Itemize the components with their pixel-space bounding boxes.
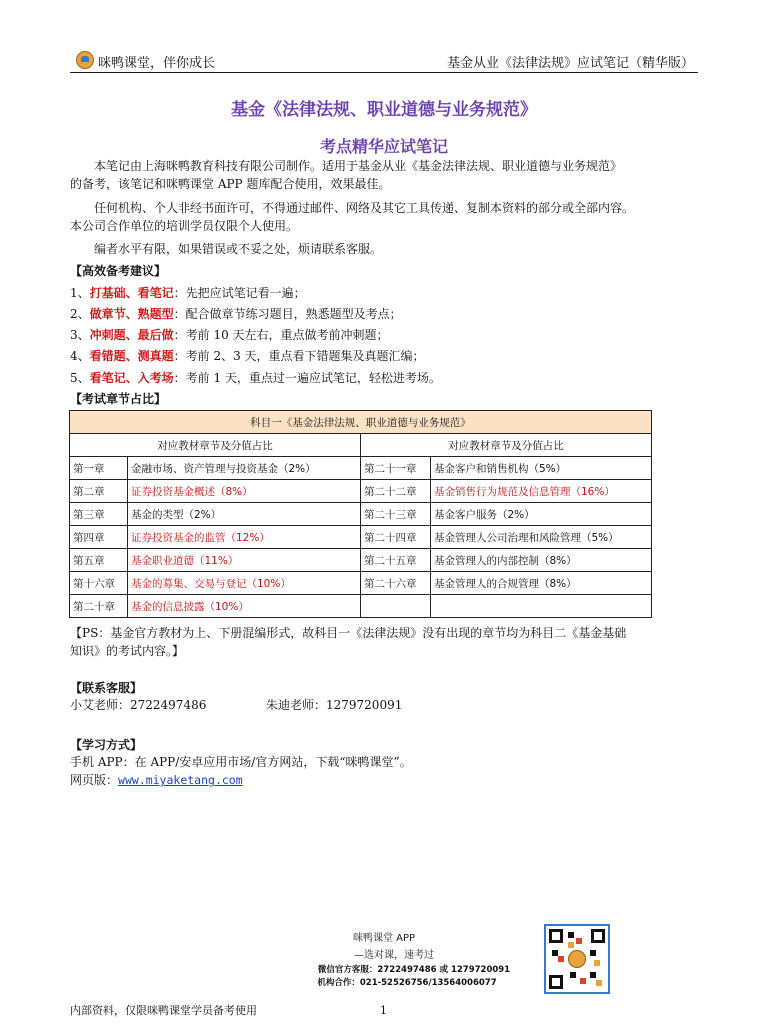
chapter-title: 基金客户服务（2%） [431,503,652,526]
ps-note: 知识》的考试内容。】 [70,644,185,658]
chapter-title: 基金管理人的内部控制（8%） [431,549,652,572]
chapter-title [431,595,652,618]
advice-num: 5、 [70,371,90,385]
table-row [70,480,652,503]
advice-text: ：考前 10 天左右，重点做考前冲刺题； [173,328,389,342]
advice-heading: 【高效备考建议】 [70,264,167,278]
advice-item [70,306,402,323]
advice-key: 做章节、熟题型 [89,307,174,321]
page-title: 基金《法律法规、职业道德与业务规范》 [231,100,537,120]
chapter-number: 第一章 [70,457,128,480]
ps-note: 【PS：基金官方教材为上、下册混编形式，故科目一《法律法规》没有出现的章节均为科目二《基金基础 [70,626,627,640]
table-row [70,549,652,572]
chapter-title: 基金客户和销售机构（5%） [431,457,652,480]
website-link[interactable]: www.miyaketang.com [118,773,243,787]
footer-internal-note: 内部资料，仅限咪鸭课堂学员备考使用 [70,1004,257,1017]
intro-line: 任何机构、个人非经书面许可，不得通过邮件、网络及其它工具传递、复制本资料的部分或全部内容。 [94,201,635,215]
chapter-title: 基金的类型（2%） [128,503,361,526]
duck-logo-icon [76,51,94,69]
page-number: 1 [380,1004,387,1017]
advice-key: 看笔记、入考场 [89,371,174,385]
footer-coop: 机构合作：021-52526756/13564006077 [317,978,497,988]
header-doc-title: 基金从业《法律法规》应试笔记（精华版） [446,56,694,71]
chapter-number: 第二十一章 [361,457,431,480]
contact-teacher-2: 朱迪老师：1279720091 [266,698,403,712]
qr-finder [549,975,563,989]
qr-code-icon [544,924,610,994]
advice-item [70,348,425,365]
chapter-title: 基金管理人公司治理和风险管理（5%） [431,526,652,549]
advice-num: 3、 [70,328,90,342]
qr-finder [591,929,605,943]
advice-key: 看错题、测真题 [89,349,174,363]
table-title: 科目一《基金法律法规、职业道德与业务规范》 [70,411,652,434]
chapter-number: 第二十三章 [361,503,431,526]
chapter-title: 基金销售行为规范及信息管理（16%） [431,480,652,503]
page-subtitle: 考点精华应试笔记 [319,137,448,156]
duck-logo-icon [568,950,586,968]
footer-tagline: —选对课，速考过 [354,950,434,961]
study-app: 手机 APP：在 APP/安卓应用市场/官方网站，下载“咪鸭课堂”。 [70,755,412,769]
chapter-title: 证券投资基金的监管（12%） [128,526,361,549]
intro-line: 编者水平有限，如果错误或不妥之处，烦请联系客服。 [94,242,383,256]
advice-key: 打基础、看笔记 [89,286,174,300]
chapter-number: 第四章 [70,526,128,549]
intro-line: 的备考，该笔记和咪鸭课堂 APP 题库配合使用，效果最佳。 [70,177,391,191]
table-col-header: 对应教材章节及分值占比 [70,434,361,457]
chapter-number: 第二十四章 [361,526,431,549]
chapter-number: 第五章 [70,549,128,572]
intro-line: 本笔记由上海咪鸭教育科技有限公司制作。适用于基金从业《基金法律法规、职业道德与业务规范》 [94,159,623,173]
study-web [70,772,243,789]
table-col-header: 对应教材章节及分值占比 [361,434,652,457]
advice-text: ：配合做章节练习题目，熟悉题型及考点； [173,307,402,321]
study-web-label: 网页版： [70,773,119,787]
chapter-number: 第二章 [70,480,128,503]
chapter-title: 金融市场、资产管理与投资基金（2%） [128,457,361,480]
chapter-title: 证券投资基金概述（8%） [128,480,361,503]
ratio-heading: 【考试章节占比】 [70,392,167,406]
chapter-title: 基金管理人的合规管理（8%） [431,572,652,595]
chapter-title: 基金职业道德（11%） [128,549,361,572]
chapter-title: 基金的信息披露（10%） [128,595,361,618]
footer-wechat: 微信官方客服：2722497486 或 1279720091 [317,965,511,975]
chapter-number: 第二十六章 [361,572,431,595]
advice-num: 2、 [70,307,90,321]
advice-key: 冲刺题、最后做 [89,328,174,342]
table-row [70,503,652,526]
chapter-number: 第三章 [70,503,128,526]
advice-text: ：先把应试笔记看一遍； [173,286,306,300]
advice-item [70,370,441,387]
table-row [70,595,652,618]
intro-line: 本公司合作单位的培训学员仅限个人使用。 [70,219,299,233]
page-header [70,48,698,73]
chapter-number: 第十六章 [70,572,128,595]
table-row [70,457,652,480]
table-row [70,526,652,549]
contact-teacher-1: 小艾老师：2722497486 [70,698,207,712]
qr-finder [549,929,563,943]
chapter-number: 第二十二章 [361,480,431,503]
advice-text: ：考前 1 天，重点过一遍应试笔记，轻松进考场。 [173,371,441,385]
advice-text: ：考前 2、3 天，重点看下错题集及真题汇编； [173,349,425,363]
footer-brand: 咪鸭课堂 APP [352,933,416,944]
header-slogan: 咪鸭课堂，伴你成长 [98,56,216,71]
advice-num: 1、 [70,286,90,300]
study-heading: 【学习方式】 [70,738,143,752]
advice-item [70,285,306,302]
chapter-title: 基金的募集、交易与登记（10%） [128,572,361,595]
chapter-number: 第二十章 [70,595,128,618]
chapter-number: 第二十五章 [361,549,431,572]
chapter-number [361,595,431,618]
advice-item [70,327,389,344]
table-row [70,572,652,595]
advice-num: 4、 [70,349,90,363]
contact-heading: 【联系客服】 [70,681,143,695]
chapter-ratio-table [69,410,652,618]
